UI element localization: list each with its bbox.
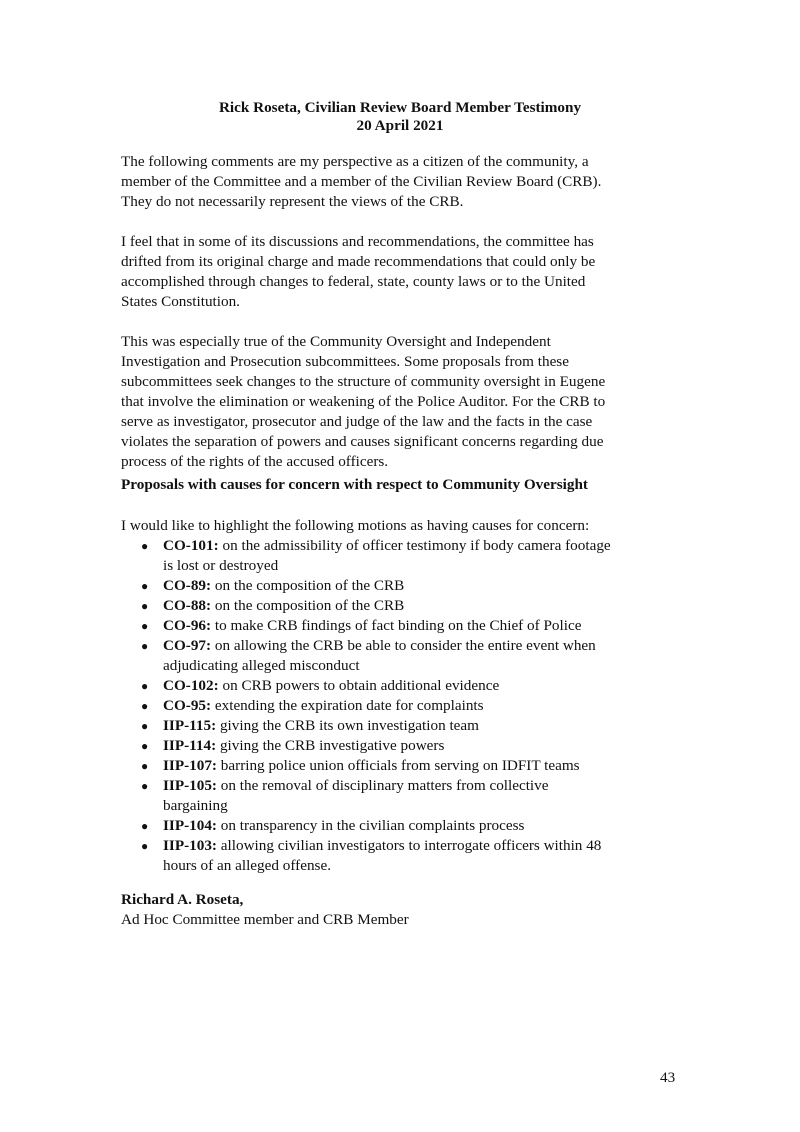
bullet-icon: ● [141,759,149,773]
list-item [121,596,701,616]
list-item [121,696,701,716]
signature-name: Richard A. Roseta, [121,891,244,908]
bullet-icon: ● [141,619,149,633]
motion-description: giving the CRB its own investigation team [216,717,479,734]
concern-list [121,536,701,876]
motion-code: IIP-114: [163,737,217,754]
list-item [121,736,701,756]
motion-description: barring police union officials from serving on IDFIT teams [217,757,580,774]
bullet-icon: ● [141,579,149,593]
motion-code: CO-95: [163,697,212,714]
list-item [121,616,701,636]
paragraph-line: They do not necessarily represent the views of the CRB. [121,193,464,210]
bullet-icon: ● [141,699,149,713]
motion-code: CO-101: [163,537,219,554]
motion-description: allowing civilian investigators to interrogate officers within 48 [217,837,602,854]
list-item [121,776,701,816]
motion-description: on allowing the CRB be able to consider the entire event when [211,637,596,654]
bullet-icon: ● [141,639,149,653]
list-item [121,576,701,596]
bullet-icon: ● [141,719,149,733]
bullet-icon: ● [141,839,149,853]
page-number: 43 [660,1069,676,1086]
paragraph-line: I feel that in some of its discussions and recommendations, the committee has [121,233,594,250]
motion-description: on the composition of the CRB [211,577,405,594]
motion-description: is lost or destroyed [163,557,279,574]
paragraph-line: The following comments are my perspective as a citizen of the community, a [121,153,589,170]
motion-description: on the composition of the CRB [211,597,405,614]
section-heading: Proposals with causes for concern with respect to Community Oversight [121,476,588,493]
motion-code: IIP-115: [163,717,217,734]
list-item [121,816,701,836]
motion-description: hours of an alleged offense. [163,857,331,874]
bullet-icon: ● [141,599,149,613]
paragraph-line: violates the separation of powers and causes significant concerns regarding due [121,433,604,450]
document-title: Rick Roseta, Civilian Review Board Member Testimony [218,99,582,116]
signature-block [121,890,701,930]
paragraph-line: Investigation and Prosecution subcommittees. Some proposals from these [121,353,569,370]
bullet-icon: ● [141,819,149,833]
signature-role: Ad Hoc Committee member and CRB Member [121,911,409,928]
motion-description: bargaining [163,797,228,814]
motion-code: CO-102: [163,677,219,694]
bullet-icon: ● [141,679,149,693]
motion-code: CO-96: [163,617,212,634]
motion-description: giving the CRB investigative powers [216,737,445,754]
paragraph-line: that involve the elimination or weakening of the Police Auditor. For the CRB to [121,393,606,410]
motion-code: IIP-105: [163,777,217,794]
motion-description: on CRB powers to obtain additional evidence [218,677,500,694]
bullet-icon: ● [141,539,149,553]
bullet-icon: ● [141,779,149,793]
motion-description: on the removal of disciplinary matters from collective [217,777,549,794]
list-item [121,756,701,776]
motion-code: CO-88: [163,597,212,614]
intro-text: I would like to highlight the following motions as having causes for concern: [121,517,590,534]
list-item [121,676,701,696]
bullet-icon: ● [141,739,149,753]
motion-code: IIP-104: [163,817,217,834]
paragraph-line: process of the rights of the accused officers. [121,453,389,470]
motion-code: CO-97: [163,637,212,654]
motion-description: to make CRB findings of fact binding on the Chief of Police [211,617,582,634]
motion-code: CO-89: [163,577,212,594]
list-item [121,636,701,676]
motion-description: adjudicating alleged misconduct [163,657,360,674]
motion-code: IIP-103: [163,837,217,854]
paragraph-line: States Constitution. [121,293,240,310]
motion-description: extending the expiration date for complaints [211,697,484,714]
motion-code: IIP-107: [163,757,217,774]
paragraph-line: member of the Committee and a member of the Civilian Review Board (CRB). [121,173,602,190]
paragraph-line: This was especially true of the Community Oversight and Independent [121,333,551,350]
motion-description: on transparency in the civilian complaints process [217,817,525,834]
list-item [121,836,701,876]
paragraph-line: drifted from its original charge and made recommendations that could only be [121,253,596,270]
paragraph-line: subcommittees seek changes to the structure of community oversight in Eugene [121,373,606,390]
paragraph-2 [121,232,701,312]
paragraph-3 [121,332,701,472]
document-header [0,99,800,135]
document-date: 20 April 2021 [356,117,444,134]
list-item [121,536,701,576]
paragraph-line: serve as investigator, prosecutor and judge of the law and the facts in the case [121,413,593,430]
list-item [121,716,701,736]
motion-description: on the admissibility of officer testimony if body camera footage [218,537,611,554]
paragraph-line: accomplished through changes to federal, state, county laws or to the United [121,273,586,290]
paragraph-1 [121,152,701,212]
